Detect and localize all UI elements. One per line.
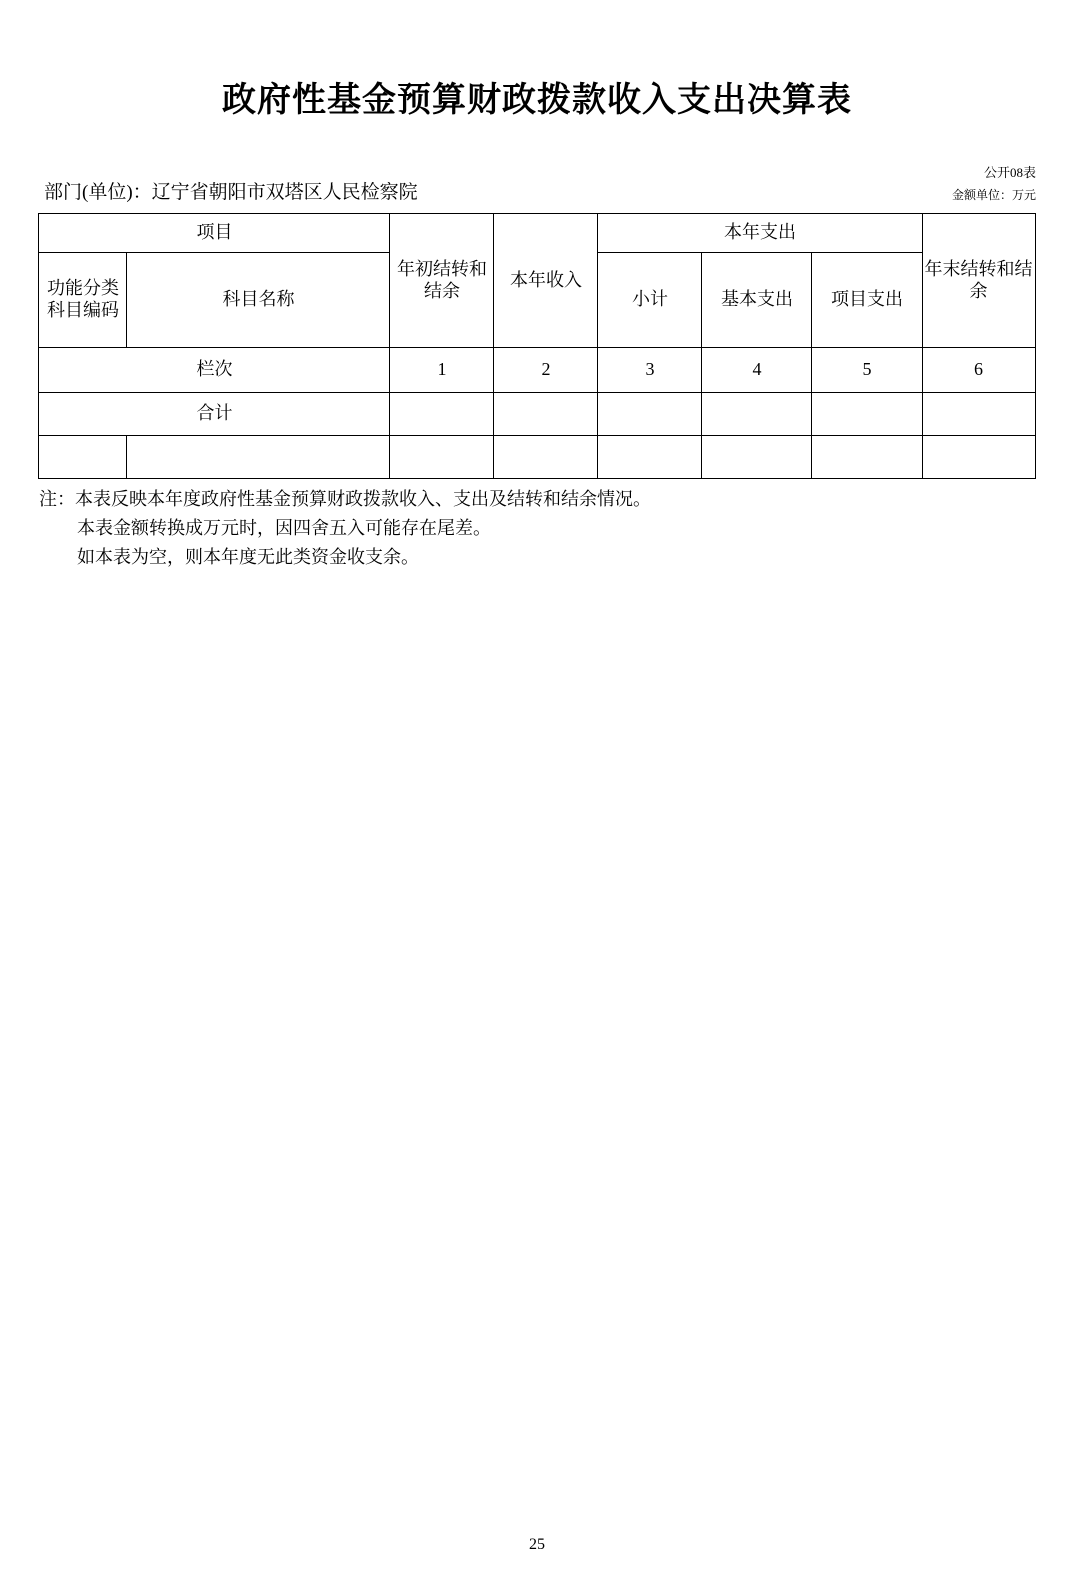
header-subtotal: 小计 bbox=[598, 253, 702, 348]
page-title: 政府性基金预算财政拨款收入支出决算表 bbox=[222, 80, 852, 120]
column-index-2: 2 bbox=[494, 348, 598, 393]
total-label: 合计 bbox=[39, 393, 390, 436]
cell-subject-name bbox=[127, 436, 390, 479]
table-header-row-1 bbox=[39, 214, 1035, 253]
table-row bbox=[39, 436, 1035, 479]
cell-basic-expense bbox=[702, 436, 812, 479]
total-basic-expense bbox=[702, 393, 812, 436]
column-index-label: 栏次 bbox=[39, 348, 390, 393]
total-begin-balance bbox=[390, 393, 494, 436]
total-project-expense bbox=[812, 393, 922, 436]
meta-right bbox=[952, 163, 1036, 204]
cell-begin-balance bbox=[390, 436, 494, 479]
total-subtotal bbox=[598, 393, 702, 436]
cell-subtotal bbox=[598, 436, 702, 479]
table-column-index-row bbox=[39, 348, 1035, 393]
header-basic-expense: 基本支出 bbox=[702, 253, 812, 348]
header-end-balance: 年末结转和结余 bbox=[922, 214, 1035, 348]
note-line-3: 如本表为空，则本年度无此类资金收支余。 bbox=[77, 547, 419, 568]
amount-unit-note: 金额单位：万元 bbox=[951, 187, 1036, 202]
column-index-5: 5 bbox=[812, 348, 922, 393]
header-item-group: 项目 bbox=[39, 214, 390, 253]
page-number: 25 bbox=[529, 1536, 545, 1553]
department-line: 部门(单位)：辽宁省朝阳市双塔区人民检察院 bbox=[44, 182, 418, 203]
note-line-2: 本表金额转换成万元时，因四舍五入可能存在尾差。 bbox=[77, 518, 491, 539]
cell-project-expense bbox=[812, 436, 922, 479]
column-index-4: 4 bbox=[702, 348, 812, 393]
header-project-expense: 项目支出 bbox=[812, 253, 922, 348]
total-end-balance bbox=[922, 393, 1035, 436]
sheet-number: 公开08表 bbox=[983, 165, 1036, 180]
document-meta bbox=[0, 163, 1074, 209]
header-subject-name: 科目名称 bbox=[127, 253, 390, 348]
column-index-3: 3 bbox=[598, 348, 702, 393]
header-year-income: 本年收入 bbox=[494, 214, 598, 348]
column-index-1: 1 bbox=[390, 348, 494, 393]
header-begin-balance: 年初结转和结余 bbox=[390, 214, 494, 348]
header-year-expense-group: 本年支出 bbox=[598, 214, 922, 253]
cell-function-code bbox=[39, 436, 127, 479]
table-notes bbox=[39, 485, 1035, 572]
cell-year-income bbox=[494, 436, 598, 479]
budget-table bbox=[38, 213, 1035, 479]
table-row bbox=[39, 393, 1035, 436]
cell-end-balance bbox=[922, 436, 1035, 479]
note-line-1: 注：本表反映本年度政府性基金预算财政拨款收入、支出及结转和结余情况。 bbox=[39, 489, 651, 509]
total-year-income bbox=[494, 393, 598, 436]
header-function-code: 功能分类科目编码 bbox=[39, 253, 127, 348]
document-page bbox=[0, 72, 1074, 1592]
column-index-6: 6 bbox=[922, 348, 1035, 393]
